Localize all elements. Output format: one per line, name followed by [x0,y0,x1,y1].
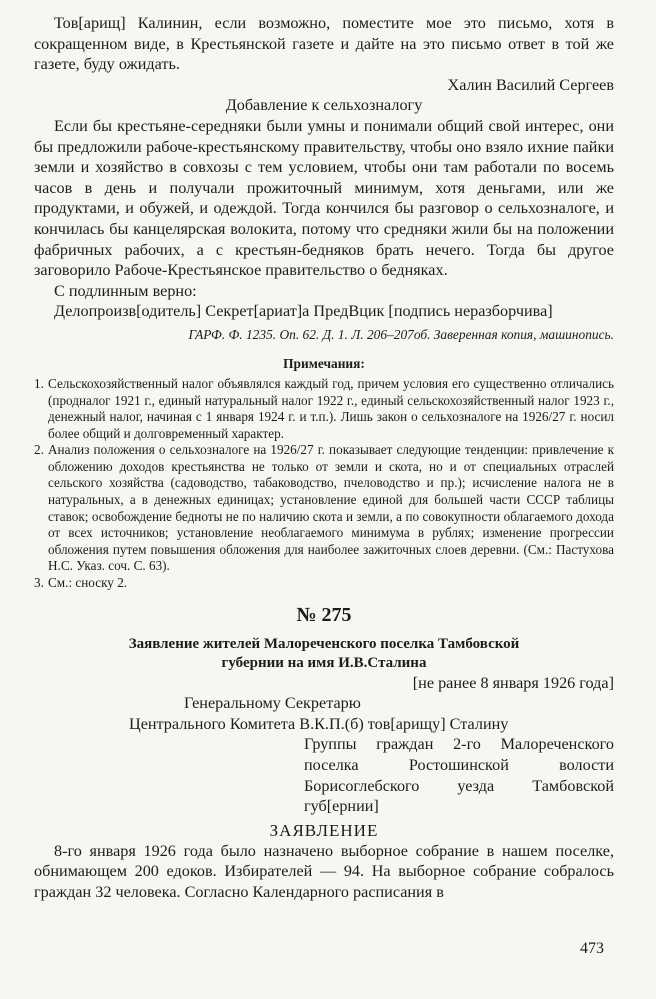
letter-closing: Тов[арищ] Калинин, если возможно, поместите мое это письмо, хотя в сокращенном виде, в Крестьянской газете и дайте на это письмо ответ в той же газете, буду ожидать. [34,14,614,74]
addendum-title: Добавление к сельхозналогу [225,96,423,115]
note-text: Анализ положения о сельхозналоге на 1926/27 г. показывает следующие тенденции: привлечение к обложению доходов крестьянства не только от земли и скота, но и от специальных отраслей сельского хозяйства (садоводство, табаководство, пчеловодство и пр.); исчисление налога не в натуральных, а в денежных единицах; установление единой для большей части СССР таблицы ставок; освобождение бедноты не по наличию скота и земли, а по совокупности облагаемого дохода от всех источников; установление необлагаемого минимума в рублях; изменение прогрессии обложения путем повышения обложения для наиболее зажиточных слоев деревни. (См.: Пастухова Н.С. Указ. соч. С. 63). [48,442,614,574]
addressee-line1: Генеральному Секретарю [184,694,361,713]
note-item [34,575,614,592]
statement-title: ЗАЯВЛЕНИЕ [269,820,379,840]
certified-line: С подлинным верно: [54,281,197,300]
statement-text: 8-го января 1926 года было назначено выборное собрание в нашем поселке, обнимающем 200 едоков. Избирателей — 94. На выборное собрание собралось граждан 32 человека. Согласно Календарного расписания в [34,841,614,901]
note-text: Сельскохозяйственный налог объявлялся каждый год, причем условия его существенно отличались (продналог 1921 г., единый натуральный налог 1922 г., единый сельскохозяйственный налог 1923 г., денежный налог, начиная с 1 января 1924 г. и т.п.). Лишь закон о сельхозналоге на 1926/27 г. носил более общий и долговременный характер. [48,375,614,441]
notes-list [34,376,614,592]
archive-source: ГАРФ. Ф. 1235. Оп. 62. Д. 1. Л. 206–207об. Заверенная копия, машинопись. [188,326,614,342]
note-number: 1. [34,375,44,391]
document-number: № 275 [296,603,352,626]
note-number: 2. [34,442,44,458]
document-title-line2: губернии на имя И.В.Сталина [221,654,427,671]
note-text: См.: сноску 2. [48,575,128,591]
addressee-line2: Центрального Комитета В.К.П.(б) тов[арищу] Сталину [129,714,509,733]
notes-title: Примечания: [283,355,365,371]
document-title-line1: Заявление жителей Малореченского поселка Тамбовской [128,635,520,652]
document-date: [не ранее 8 января 1926 года] [412,673,614,692]
note-number: 3. [34,575,44,591]
certified-by: Делопроизв[одитель] Секрет[ариат]а ПредВцик [подпись неразборчива] [54,302,553,321]
note-item [34,442,614,575]
letter-signature: Халин Василий Сергеев [447,75,614,94]
page-number: 473 [580,940,604,957]
addendum-text: Если бы крестьяне-середняки были умны и понимали общий свой интерес, они бы предложили рабоче-крестьянскому правительству, чтобы оно взяло ихние пайки земли и хозяйство в совхозы с тем условием, чтобы они там работали по восемь часов в день и получали прожиточный минимум, хотя деньгами, или же продуктами, и обужей, и одеждой. Тогда кончился бы разговор о сельхозналоге, и кончилась бы канцелярская волокита, потому что средняки жили бы на положении фабричных рабочих, а с крестьян-бедняков брать нечего. Тогда бы другое заговорило Рабоче-Крестьянское правительство о бедняках. [34,116,614,280]
note-item [34,376,614,442]
sender-group: Группы граждан 2-го Малореченского поселка Ростошинской волости Борисоглебского уезда Тамбовской губ[ернии] [304,735,614,816]
